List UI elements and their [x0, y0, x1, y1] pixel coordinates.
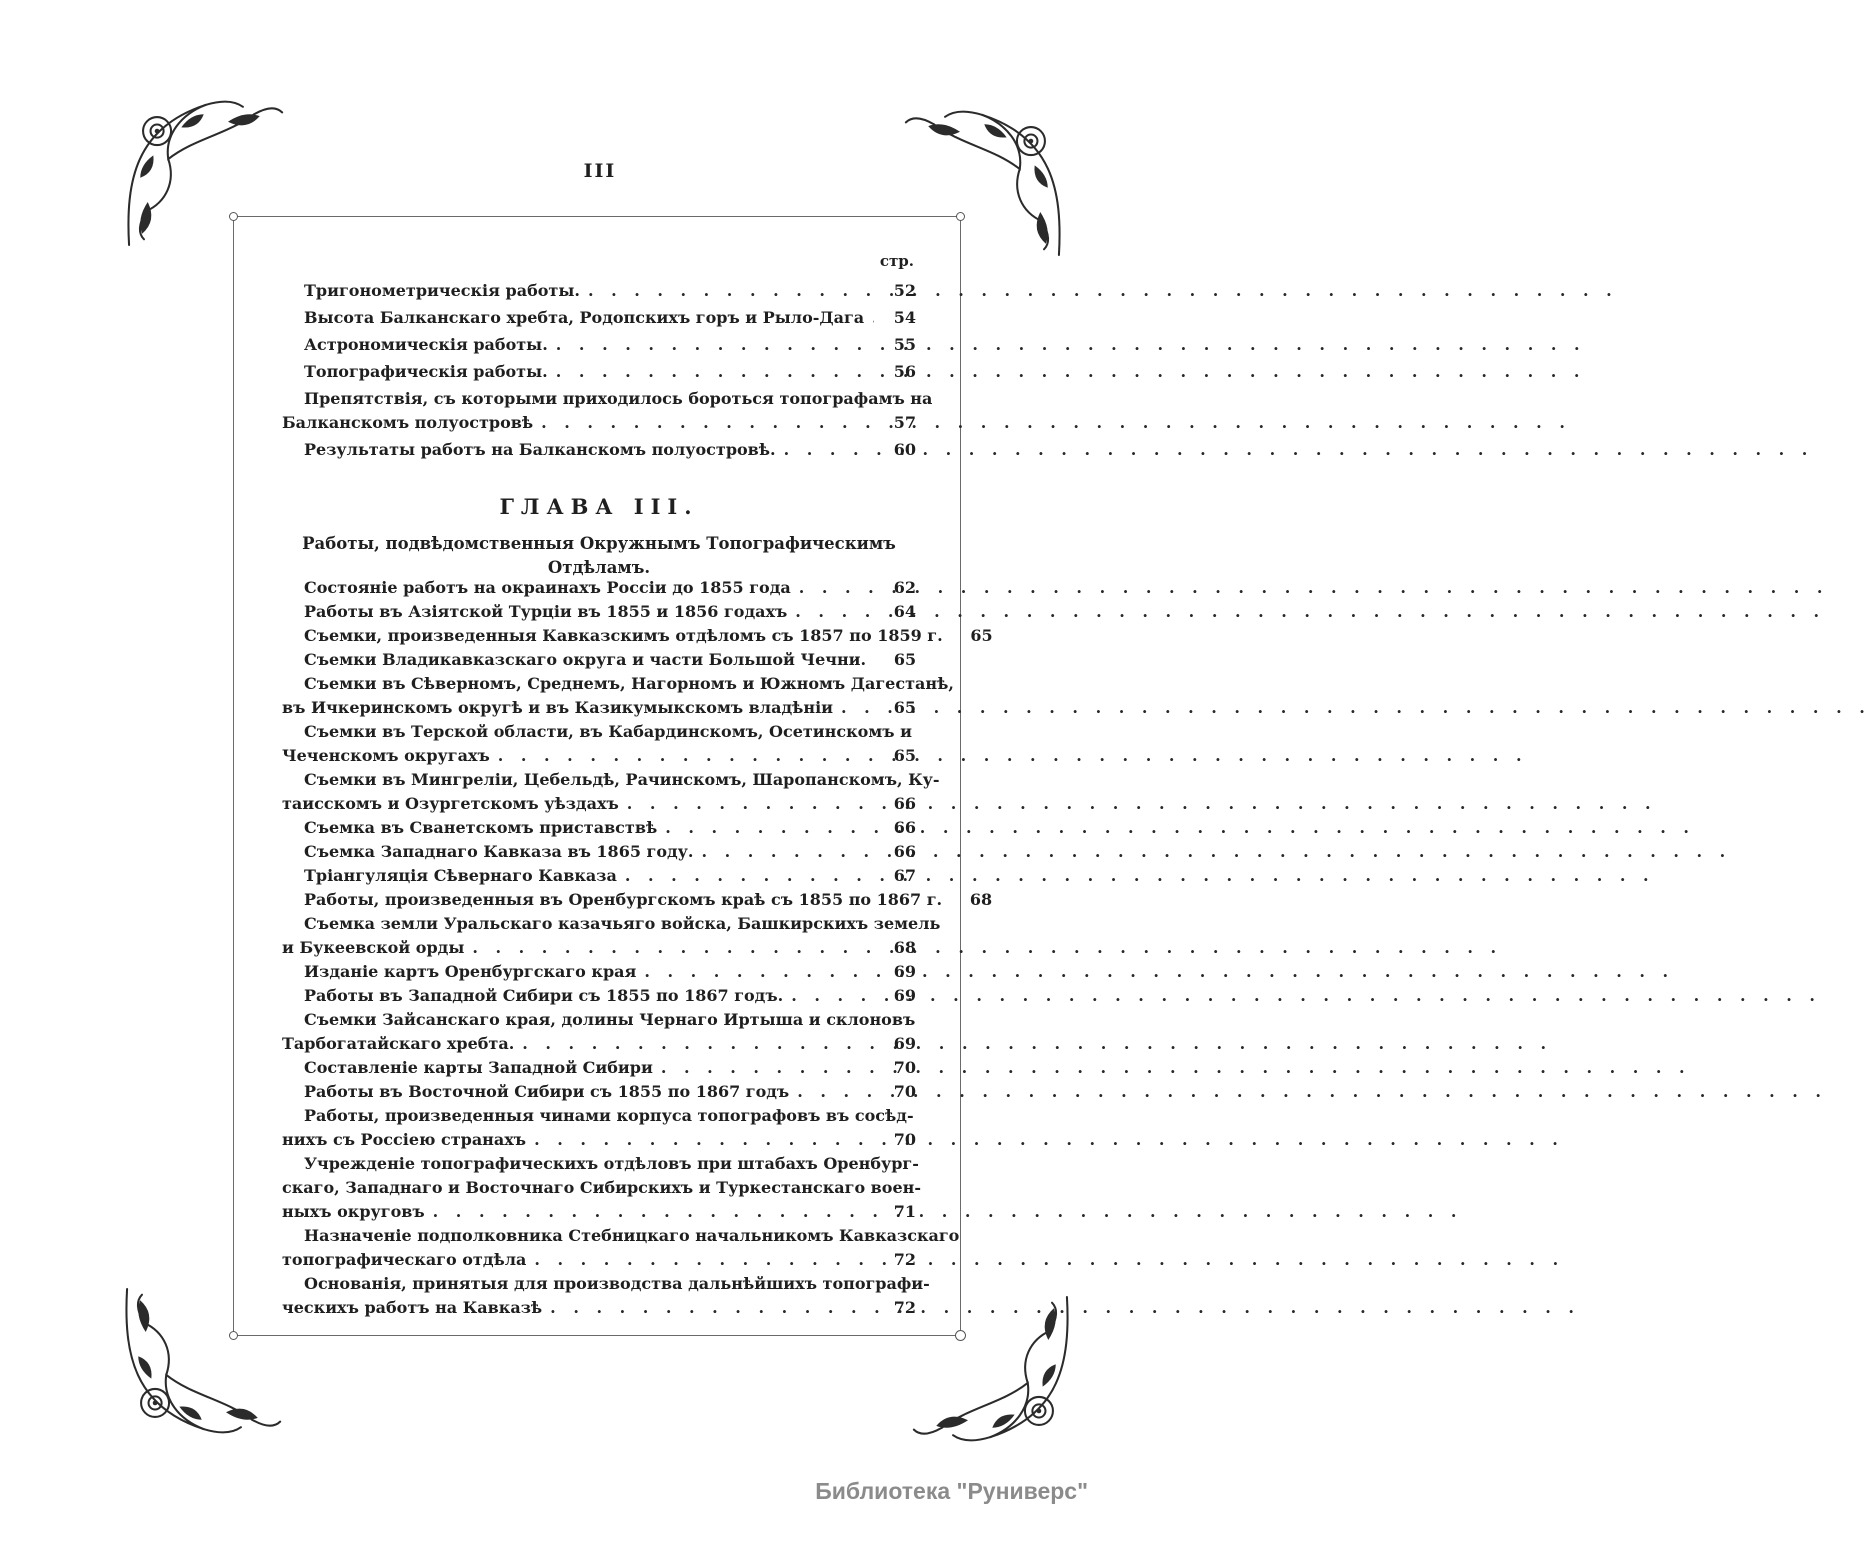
toc-entry-text: Изданіе картъ Оренбургскаго края: [304, 962, 637, 981]
toc-entry: [282, 672, 954, 720]
toc-entry: [282, 1104, 916, 1152]
toc-entry-text: нихъ съ Россіею странахъ: [282, 1130, 527, 1149]
toc-page-number: 62: [893, 578, 916, 597]
toc-entry: [282, 360, 916, 384]
toc-entry-line: [282, 720, 916, 744]
dot-leader: [556, 360, 874, 384]
toc-entry-line: [282, 1176, 921, 1200]
toc-entry: [282, 864, 916, 888]
dot-leader: [534, 1128, 874, 1152]
toc-entry-text: Работы, произведенныя въ Оренбургскомъ краѣ съ 1855 по 1867 г.: [304, 890, 943, 909]
toc-entry-line: [282, 1056, 916, 1080]
toc-entry-text: Назначеніе подполковника Стебницкаго начальникомъ Кавказскаго: [304, 1226, 960, 1245]
toc-entry-line: [282, 912, 941, 936]
toc-entry-text: Съемка земли Уральскаго казачьяго войска, Башкирскихъ земель: [304, 914, 941, 933]
toc-page-number: 64: [893, 602, 916, 621]
frame-corner-mark: [229, 212, 238, 221]
content-frame: [233, 216, 993, 1336]
toc-entry: [282, 1224, 960, 1272]
toc-entry: [282, 768, 940, 816]
toc-page-number: 54: [893, 308, 916, 327]
dot-leader: [550, 1296, 874, 1320]
dot-leader: [433, 1200, 874, 1224]
toc-entry-text: Тріангуляція Сѣвернаго Кавказа: [304, 866, 617, 885]
chapter-subtitle: Работы, подвѣдомственныя Окружнымъ Топографическимъ Отдѣламъ.: [302, 534, 896, 577]
toc-page-number: 55: [893, 335, 916, 354]
toc-entry-text: Съемки въ Сѣверномъ, Среднемъ, Нагорномъ и Южномъ Дагестанѣ,: [304, 674, 954, 693]
page-column-header: стр.: [879, 252, 914, 270]
toc-entry-text: Результаты работъ на Балканскомъ полуостровѣ.: [304, 440, 776, 459]
toc-entry-line: [282, 1248, 916, 1272]
toc-entry-line: [282, 360, 916, 384]
toc-page-number: 52: [893, 281, 916, 300]
dot-leader: [541, 411, 874, 435]
toc-entry-line: [282, 1200, 916, 1224]
toc-entry-text: таисскомъ и Озургетскомъ уѣздахъ: [282, 794, 619, 813]
toc-entry-text: Топографическія работы.: [304, 362, 548, 381]
toc-entry-text: Состояніе работъ на окраинахъ Россіи до 1855 года: [304, 578, 791, 597]
toc-page-number: 71: [893, 1202, 916, 1221]
toc-entry: [282, 984, 916, 1008]
dot-leader: [701, 840, 874, 864]
toc-entry: [282, 1152, 921, 1224]
toc-entry-text: Препятствія, съ которыми приходилось бороться топографамъ на: [304, 389, 933, 408]
toc-entry-text: Работы въ Западной Сибири съ 1855 по 1867 годъ.: [304, 986, 784, 1005]
toc-entry-line: [282, 744, 916, 768]
toc-entry-line: [282, 936, 916, 960]
toc-entry: [282, 438, 916, 462]
frame-corner-mark: [956, 212, 965, 221]
toc-entry-line: [282, 600, 916, 624]
toc-entry-text: Учрежденіе топографическихъ отдѣловъ при штабахъ Оренбург-: [304, 1154, 919, 1173]
toc-page-number: 65: [970, 626, 993, 645]
toc-page-number: 70: [893, 1130, 916, 1149]
dot-leader: [795, 600, 874, 624]
dot-leader: [784, 438, 874, 462]
toc-entry-line: [282, 648, 916, 672]
toc-entry-line: [282, 387, 933, 411]
toc-page-number: 68: [969, 890, 993, 909]
toc-page-number: 72: [893, 1250, 916, 1269]
toc-entry-line: [282, 1008, 916, 1032]
dot-leader: [799, 576, 874, 600]
toc-entry-line: [282, 438, 916, 462]
toc-entry-text: Астрономическія работы.: [304, 335, 548, 354]
toc-page-number: 72: [893, 1298, 916, 1317]
toc-page-number: 65: [893, 650, 917, 669]
toc-entry: [282, 576, 916, 600]
toc-entry-line: [282, 768, 940, 792]
toc-page-number: 70: [893, 1058, 916, 1077]
toc-entry: [282, 912, 941, 960]
page-number: III: [583, 160, 617, 182]
toc-entry-line: [282, 1272, 930, 1296]
toc-entry-line: [282, 960, 916, 984]
toc-entry-line: [282, 576, 916, 600]
toc-entry-line: [282, 1224, 960, 1248]
toc-entry-text: и Букеевской орды: [282, 938, 465, 957]
dot-leader: [644, 960, 874, 984]
toc-page-number: 66: [893, 794, 916, 813]
toc-entry-text: Съемка въ Сванетскомъ приставствѣ: [304, 818, 658, 837]
toc-entry-line: [282, 279, 916, 303]
dot-leader: [534, 1248, 874, 1272]
toc-entry: [282, 387, 933, 435]
toc-entry-line: [282, 888, 993, 912]
toc-entry-line: [282, 672, 954, 696]
toc-entry-line: [282, 411, 916, 435]
toc-page-number: 68: [893, 938, 916, 957]
toc-page-number: 65: [893, 698, 916, 717]
dot-leader: [665, 816, 874, 840]
toc-entry-text: Съемки Владикавказскаго округа и части Большой Чечни.: [304, 650, 867, 669]
dot-leader: [872, 306, 874, 330]
toc-entry: [282, 816, 916, 840]
toc-entry: [282, 624, 993, 648]
toc-entry-line: [282, 1152, 919, 1176]
dot-leader: [791, 984, 874, 1008]
dot-leader: [498, 744, 874, 768]
toc-entry-text: Съемки Зайсанскаго края, долины Чернаго Иртыша и склоновъ: [304, 1010, 916, 1029]
toc-entry-line: [282, 306, 916, 330]
dot-leader: [588, 279, 874, 303]
toc-entry-line: [282, 696, 916, 720]
toc-entry-text: Съемки, произведенныя Кавказскимъ отдѣломъ съ 1857 по 1859 г.: [304, 626, 943, 645]
toc-page-number: 56: [893, 362, 916, 381]
toc-entry-text: Тригонометрическія работы.: [304, 281, 580, 300]
toc-entry-line: [282, 1104, 916, 1128]
toc-entry-text: Высота Балканскаго хребта, Родопскихъ горъ и Рыло-Дага: [304, 308, 865, 327]
toc-page-number: 69: [893, 962, 916, 981]
toc-entry-line: [282, 333, 916, 357]
toc-entry-text: ныхъ округовъ: [282, 1202, 425, 1221]
toc-page-number: 69: [893, 986, 916, 1005]
chapter-heading: ГЛАВА III.: [499, 494, 699, 519]
dot-leader: [627, 792, 874, 816]
toc-entry-text: Работы въ Восточной Сибири съ 1855 по 1867 годъ: [304, 1082, 790, 1101]
toc-entry: [282, 720, 916, 768]
toc-entry: [282, 279, 916, 303]
toc-entry: [282, 306, 916, 330]
toc-entry-text: Тарбогатайскаго хребта.: [282, 1034, 515, 1053]
toc-entry: [282, 333, 916, 357]
dot-leader: [522, 1032, 874, 1056]
frame-corner-mark: [955, 1330, 966, 1341]
toc-entry: [282, 888, 993, 912]
toc-entry-line: [282, 816, 916, 840]
toc-page-number: 60: [893, 440, 916, 459]
toc-entry-line: [282, 792, 916, 816]
toc-section-1: [282, 279, 933, 462]
toc-entry: [282, 1056, 916, 1080]
toc-page-number: 69: [893, 1034, 916, 1053]
toc-section-2: [282, 576, 993, 1320]
toc-entry-line: [282, 1128, 916, 1152]
toc-entry: [282, 1080, 916, 1104]
toc-entry-text: Съемка Западнаго Кавказа въ 1865 году.: [304, 842, 694, 861]
library-watermark: Библиотека "Руниверс": [815, 1478, 1088, 1504]
dot-leader: [797, 1080, 874, 1104]
toc-entry: [282, 1008, 916, 1056]
toc-entry-line: [282, 1080, 916, 1104]
toc-page-number: 66: [893, 842, 916, 861]
dot-leader: [472, 936, 874, 960]
toc-page-number: 70: [893, 1082, 916, 1101]
toc-entry-text: Работы въ Азіятской Турціи въ 1855 и 1856 годахъ: [304, 602, 788, 621]
dot-leader: [661, 1056, 874, 1080]
toc-entry-text: Составленіе карты Западной Сибири: [304, 1058, 653, 1077]
toc-entry-text: скаго, Западнаго и Восточнаго Сибирскихъ и Туркестанскаго воен-: [282, 1178, 921, 1197]
toc-entry: [282, 840, 916, 864]
toc-entry-text: Съемки въ Мингреліи, Цебельдѣ, Рачинскомъ, Шаропанскомъ, Ку-: [304, 770, 940, 789]
toc-entry: [282, 648, 916, 672]
toc-page-number: 67: [893, 866, 916, 885]
toc-entry-text: Чеченскомъ округахъ: [282, 746, 490, 765]
toc-entry-line: [282, 624, 993, 648]
toc-entry-text: Работы, произведенныя чинами корпуса топографовъ въ сосѣд-: [304, 1106, 914, 1125]
toc-entry-line: [282, 1032, 916, 1056]
toc-entry-line: [282, 984, 916, 1008]
toc-entry-text: Основанія, принятыя для производства дальнѣйшихъ топографи-: [304, 1274, 930, 1293]
toc-entry-text: въ Ичкеринскомъ округѣ и въ Казикумыкскомъ владѣніи: [282, 698, 834, 717]
toc-page-number: 66: [893, 818, 916, 837]
toc-page-number: 57: [893, 413, 916, 432]
toc-entry-line: [282, 840, 916, 864]
toc-entry-line: [282, 864, 916, 888]
toc-entry-text: топографическаго отдѣла: [282, 1250, 527, 1269]
toc-entry-text: ческихъ работъ на Кавказѣ: [282, 1298, 543, 1317]
toc-entry-text: Съемки въ Терской области, въ Кабардинскомъ, Осетинскомъ и: [304, 722, 912, 741]
toc-entry-text: Балканскомъ полуостровѣ: [282, 413, 534, 432]
toc-entry: [282, 600, 916, 624]
frame-corner-mark: [229, 1331, 238, 1340]
dot-leader: [556, 333, 874, 357]
toc-entry: [282, 960, 916, 984]
toc-entry-line: [282, 1296, 916, 1320]
dot-leader: [625, 864, 874, 888]
toc-entry: [282, 1272, 930, 1320]
dot-leader: [841, 696, 874, 720]
toc-page-number: 65: [893, 746, 916, 765]
